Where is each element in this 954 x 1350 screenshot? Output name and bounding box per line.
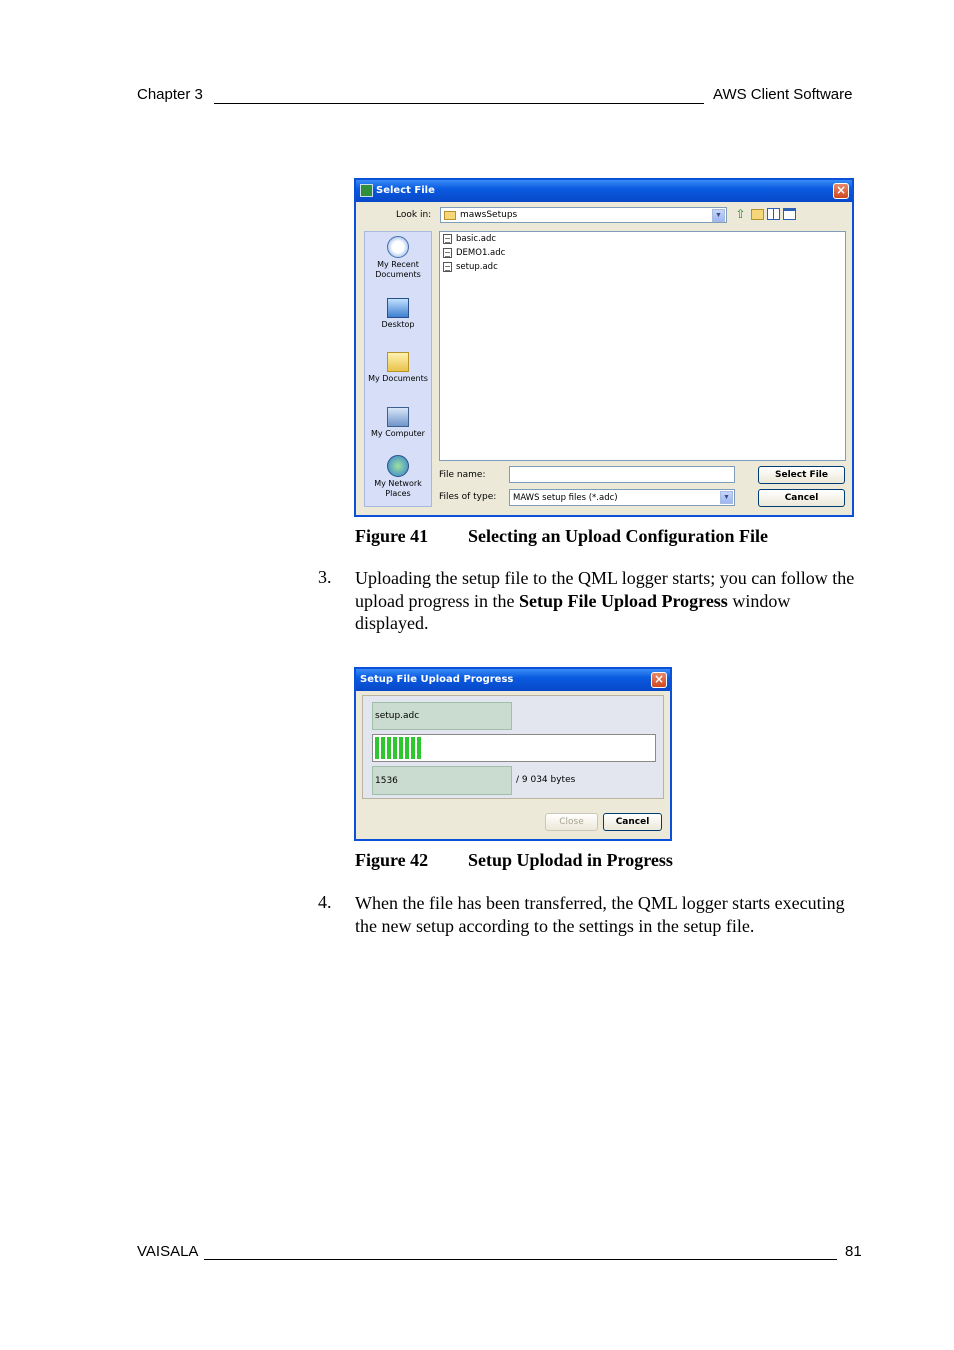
list-item[interactable] xyxy=(443,261,498,274)
file-list[interactable] xyxy=(439,231,846,461)
place-recent-documents[interactable] xyxy=(365,236,431,280)
file-name-field xyxy=(372,702,512,730)
file-icon xyxy=(443,234,452,244)
place-label: Places xyxy=(385,489,411,498)
select-file-title-bar xyxy=(356,180,852,202)
step-4-number: 4. xyxy=(318,892,332,912)
file-icon xyxy=(443,262,452,272)
figure-41-number: Figure 41 xyxy=(355,526,429,546)
select-file-dialog xyxy=(354,178,854,517)
upload-progress-bar xyxy=(372,734,656,762)
upload-file-name: setup.adc xyxy=(375,711,420,721)
file-name: DEMO1.adc xyxy=(456,248,506,258)
figure-42-number: Figure 42 xyxy=(355,850,429,870)
upload-progress-title: Setup File Upload Progress xyxy=(360,674,514,685)
upload-progress-dialog xyxy=(354,667,672,841)
place-desktop[interactable] xyxy=(365,298,431,330)
look-in-value: mawsSetups xyxy=(460,210,518,220)
my-documents-icon xyxy=(387,352,409,372)
footer-rule xyxy=(204,1259,837,1260)
place-label: My Documents xyxy=(368,374,428,383)
details-view-icon[interactable] xyxy=(783,208,796,220)
place-my-computer[interactable] xyxy=(365,407,431,439)
file-icon xyxy=(443,248,452,258)
file-name-label: File name: xyxy=(439,470,486,480)
header-rule xyxy=(214,103,704,104)
files-of-type-value: MAWS setup files (*.adc) xyxy=(513,493,618,503)
files-of-type-label: Files of type: xyxy=(439,492,497,502)
cancel-upload-button[interactable]: Cancel xyxy=(603,813,662,831)
progress-panel xyxy=(362,695,664,799)
network-places-icon xyxy=(387,455,409,477)
progress-bar-fill xyxy=(375,737,422,759)
step-3-text-part1: Uploading the setup file to the QML logger starts; you can follow the upload progress in the xyxy=(355,568,855,611)
files-of-type-select[interactable] xyxy=(509,489,735,506)
place-label: Desktop xyxy=(381,320,415,329)
place-my-documents[interactable] xyxy=(365,352,431,384)
file-name-input[interactable] xyxy=(509,466,735,483)
header-title: AWS Client Software xyxy=(713,86,853,103)
list-item[interactable] xyxy=(443,247,505,260)
file-name: setup.adc xyxy=(456,262,498,272)
step-3-text xyxy=(355,567,865,635)
bytes-total: / 9 034 bytes xyxy=(516,775,576,785)
step-3-window-name: Setup File Upload Progress xyxy=(518,590,728,611)
chevron-down-icon[interactable]: ▼ xyxy=(712,209,725,222)
desktop-icon xyxy=(387,298,409,318)
step-4-text: When the file has been transferred, the QML logger starts executing the new setup according to the settings in the setup file. xyxy=(355,893,845,936)
place-label: My Computer xyxy=(371,429,425,438)
folder-icon xyxy=(444,211,456,220)
close-icon[interactable]: × xyxy=(833,183,849,199)
list-view-icon[interactable] xyxy=(767,208,780,220)
places-bar xyxy=(364,231,432,507)
list-item[interactable] xyxy=(443,233,496,246)
upload-progress-title-bar xyxy=(356,669,670,691)
my-computer-icon xyxy=(387,407,409,427)
up-folder-icon[interactable]: ⇧ xyxy=(735,207,746,221)
file-name: basic.adc xyxy=(456,234,497,244)
place-label: My Recent xyxy=(377,260,419,269)
look-in-label: Look in: xyxy=(396,210,432,220)
chevron-down-icon[interactable]: ▼ xyxy=(720,491,733,504)
look-in-select[interactable] xyxy=(440,207,727,223)
close-button[interactable]: Close xyxy=(545,813,598,831)
place-label: Documents xyxy=(375,270,421,279)
java-app-icon xyxy=(360,184,373,197)
figure-42-caption: Setup Uplodad in Progress xyxy=(468,850,673,870)
place-network[interactable] xyxy=(365,455,431,499)
bytes-sent-field xyxy=(372,766,512,795)
step-3-text-part2: window displayed. xyxy=(355,590,791,633)
footer-company: VAISALA xyxy=(137,1243,199,1260)
close-icon[interactable]: × xyxy=(651,672,667,688)
select-file-title: Select File xyxy=(376,185,435,196)
cancel-button[interactable]: Cancel xyxy=(758,489,845,507)
header-chapter: Chapter 3 xyxy=(137,86,203,103)
bytes-sent: 1536 xyxy=(375,776,398,786)
recent-documents-icon xyxy=(387,236,409,258)
new-folder-icon[interactable] xyxy=(751,209,764,220)
figure-41-caption: Selecting an Upload Configuration File xyxy=(468,526,769,546)
page-number: 81 xyxy=(845,1243,862,1260)
select-file-button[interactable]: Select File xyxy=(758,466,845,484)
place-label: My Network xyxy=(374,479,422,488)
step-3-number: 3. xyxy=(318,567,332,587)
